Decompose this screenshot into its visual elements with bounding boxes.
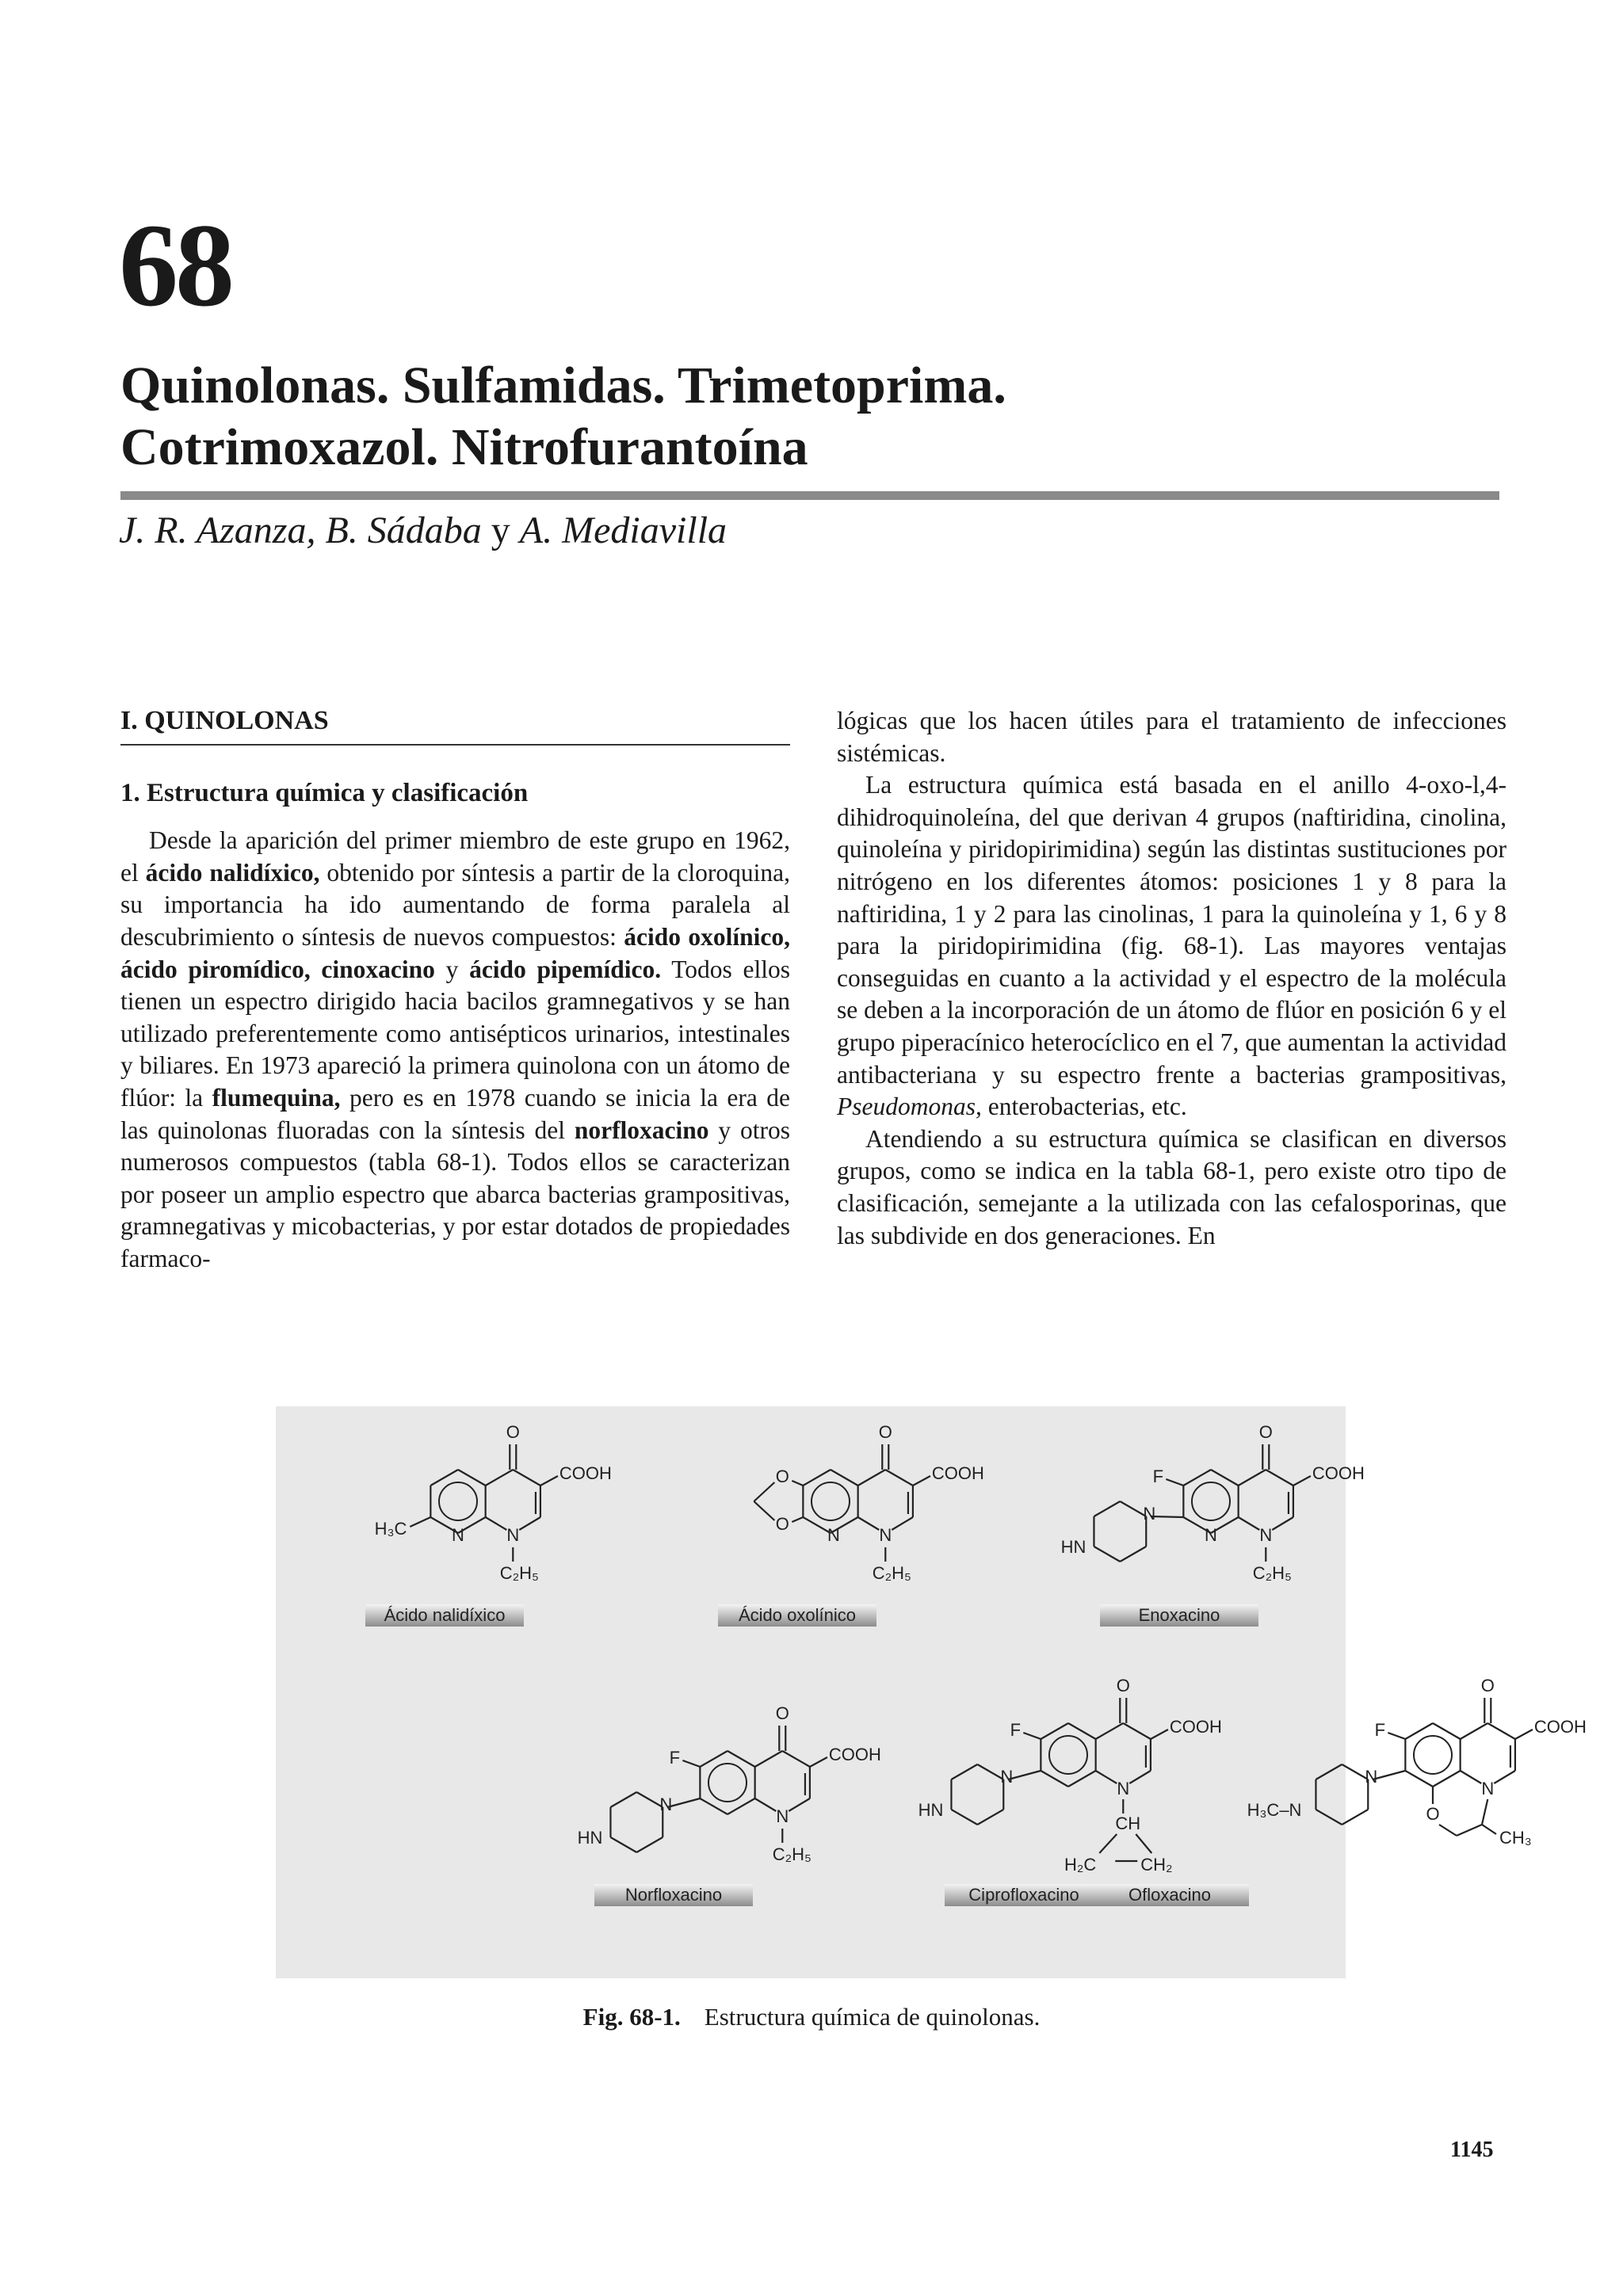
bond-line: [1094, 1501, 1120, 1516]
bond-line: [1316, 1810, 1342, 1825]
bond-line: [792, 1517, 803, 1522]
bond-line: [410, 1517, 430, 1527]
atom-label: F: [1374, 1719, 1386, 1740]
authors-conjunction: y: [481, 509, 520, 551]
atom-label: O: [775, 1513, 789, 1534]
atom-label: N: [776, 1806, 789, 1826]
section-heading: I. QUINOLONAS: [120, 705, 790, 746]
chemical-structures: [375, 1422, 1587, 1875]
paragraph: lógicas que los hacen útiles para el tratamiento de infecciones sistémicas.: [837, 707, 1507, 767]
atom-label: COOH: [931, 1463, 984, 1483]
bond-line: [1099, 1834, 1117, 1853]
bond-line: [810, 1757, 827, 1767]
atom-label: O: [775, 1703, 789, 1723]
atom-label: N: [1365, 1766, 1378, 1787]
bond-line: [486, 1517, 507, 1530]
atom-label: CH₃: [1499, 1827, 1532, 1848]
bond-line: [951, 1764, 977, 1779]
atom-label: N: [1117, 1778, 1130, 1798]
bond-line: [1461, 1723, 1488, 1739]
atom-label: H₃C: [374, 1518, 407, 1539]
right-column: [837, 705, 1507, 1252]
bond-line: [892, 1517, 913, 1530]
atom-label: COOH: [1312, 1463, 1365, 1483]
bond-line: [755, 1798, 777, 1811]
bond-line: [1129, 1771, 1151, 1783]
atom-label: N: [1000, 1766, 1014, 1787]
authors: [119, 507, 727, 555]
chapter-number: 68: [119, 200, 231, 331]
bond-line: [1373, 1771, 1405, 1779]
bond-line: [667, 1798, 700, 1807]
atom-label: COOH: [1533, 1716, 1587, 1737]
aromatic-ring: [1414, 1736, 1452, 1774]
bond-line: [1094, 1547, 1120, 1562]
structure-label: Enoxacino: [1138, 1604, 1220, 1625]
bond-line: [951, 1810, 977, 1825]
bond-line: [1096, 1771, 1117, 1783]
drug-name: ácido nalidíxico,: [145, 858, 320, 887]
bond-line: [754, 1501, 774, 1520]
chapter-title-line-2: Cotrimoxazol. Nitrofurantoína: [120, 418, 808, 476]
atom-label: HN: [577, 1827, 603, 1848]
paragraph: Atendiendo a su estructura química se clasifican en diversos grupos, como se indica en la tabla 68-1, pero existe otro tipo de clasificación, semejante a la utilizada con las cefalosporinas, que las subdivide en dos generaciones. En: [837, 1124, 1507, 1249]
atom-label: C₂H₅: [499, 1562, 539, 1583]
bond-line: [977, 1810, 1003, 1825]
bond-line: [610, 1837, 636, 1852]
atom-label: H₂C: [1064, 1854, 1097, 1875]
atom-label: COOH: [1169, 1716, 1222, 1737]
bond-line: [1515, 1730, 1533, 1739]
bond-line: [1388, 1733, 1405, 1739]
atom-label: N: [452, 1524, 464, 1545]
bond-line: [1293, 1476, 1311, 1486]
structure-label: Ácido oxolínico: [739, 1604, 856, 1625]
bond-line: [1487, 1723, 1515, 1739]
atom-label: F: [1010, 1719, 1022, 1740]
quinolone-structures-figure: [276, 1406, 1587, 1978]
atom-label: HN: [918, 1799, 944, 1820]
chapter-title-line-1: Quinolonas. Sulfamidas. Trimetoprima.: [120, 357, 1006, 414]
figure-caption: [0, 2003, 1623, 2031]
bond-line: [754, 1482, 774, 1501]
bond-line: [1120, 1547, 1146, 1562]
atom-label: O: [878, 1421, 892, 1442]
aromatic-ring: [1049, 1736, 1087, 1774]
atom-label: N: [1205, 1524, 1217, 1545]
atom-label: N: [1481, 1778, 1495, 1798]
bond-line: [1266, 1470, 1293, 1486]
bond-line: [792, 1481, 803, 1486]
figure-panel: [276, 1406, 1587, 1978]
atom-label: HN: [1060, 1536, 1086, 1557]
bond-line: [1494, 1771, 1515, 1783]
bond-line: [913, 1476, 930, 1486]
bond-line: [1457, 1825, 1482, 1836]
drug-name: norfloxacino: [574, 1116, 709, 1144]
organism-name: Pseudomonas,: [837, 1093, 982, 1121]
atom-label: C₂H₅: [872, 1562, 911, 1583]
aromatic-ring: [812, 1482, 850, 1520]
aromatic-ring: [439, 1482, 477, 1520]
atom-label: N: [659, 1794, 673, 1814]
atom-label: F: [669, 1747, 681, 1768]
chapter-title: [120, 355, 1507, 479]
bond-line: [1482, 1825, 1496, 1834]
bond-line: [1316, 1764, 1342, 1779]
figure-number: Fig. 68-1.: [582, 2003, 681, 2031]
atom-label: N: [1259, 1524, 1273, 1545]
bond-line: [1239, 1517, 1260, 1530]
bond-line: [1096, 1723, 1124, 1739]
paragraph: Desde la aparición del primer miembro de este grupo en 1962, el ácido nalidíxico, obtenido por síntesis a partir de la cloroquina, su importancia ha ido aumentando de forma paralela al descubrimiento o síntesis de nuevos compuestos: ácido oxolínico, ácido piromídico, cinoxacino y ácido pipemídico. Todos ellos tienen un espectro dirigido hacia bacilos gramnegativos y se han utilizado preferentemente como antisépticos urinarios, intestinales y biliares. En 1973 apareció la primera quinolona con un átomo de flúor: la flumequina, pero es en 1978 cuando se inicia la era de las quinolonas fluoradas con la síntesis del norfloxacino y otros numerosos compuestos (tabla 68-1). Todos ellos se caracterizan por poseer un amplio espectro que abarca bacterias grampositivas, gramnegativas y micobacterias, y por estar dotados de propiedades farmaco-: [120, 826, 791, 1272]
drug-name: ácido oxolínico, ácido piromídico, cinoxacino: [120, 922, 790, 983]
bond-line: [636, 1837, 663, 1852]
drug-name: flumequina,: [212, 1083, 341, 1112]
bond-line: [519, 1517, 540, 1530]
atom-label: C₂H₅: [1252, 1562, 1292, 1583]
atom-label: F: [1152, 1466, 1164, 1486]
drug-name: ácido pipemídico.: [469, 955, 662, 983]
structure-label: Norfloxacino: [624, 1884, 723, 1905]
bond-line: [1151, 1516, 1183, 1517]
page-number: 1145: [1450, 2138, 1494, 2162]
atom-label: O: [1426, 1803, 1440, 1824]
title-rule: [120, 491, 1499, 500]
bond-line: [1482, 1799, 1487, 1825]
bond-line: [1008, 1771, 1041, 1779]
bond-line: [1439, 1825, 1457, 1836]
bond-line: [1272, 1517, 1293, 1530]
authors-last: A. Mediavilla: [519, 509, 727, 551]
atom-label: N: [879, 1524, 892, 1545]
bond-line: [1342, 1810, 1368, 1825]
bond-line: [1166, 1479, 1183, 1486]
bond-line: [1151, 1730, 1168, 1739]
atom-label: O: [1480, 1675, 1495, 1695]
figure-caption-text: Estructura química de quinolonas.: [704, 2003, 1041, 2031]
structure-label: Ofloxacino: [1128, 1884, 1211, 1905]
atom-label: C₂H₅: [772, 1844, 812, 1864]
atom-label: N: [1143, 1503, 1156, 1524]
paragraph: La estructura química está basada en el anillo 4-oxo-l,4-dihidroquinoleína, del que derivan 4 grupos (naftiridina, cinolina, quinoleína y piridopirimidina) según las distintas sustituciones por nitrógeno en los diferentes átomos: posiciones 1 y 8 para la naftiridina, 1 y 2 para las cinolinas, 1 para la quinoleína y 1, 6 y 8 para la piridopirimidina (fig. 68-1). Las mayores ventajas conseguidas en cuanto a la actividad y el espectro de la molécula se deben a la incorporación de un átomo de flúor en posición 6 y el grupo piperacínico heterocíclico en el 7, que aumentan la actividad antibacteriana y su espectro frente a bacterias grampositivas, Pseudomonas, enterobacterias, etc.: [837, 771, 1507, 1121]
atom-label: CH: [1115, 1813, 1141, 1833]
atom-label: O: [1116, 1675, 1130, 1695]
left-column: [120, 705, 790, 1276]
bond-line: [540, 1476, 558, 1486]
authors-first: J. R. Azanza, B. Sádaba: [119, 509, 482, 551]
bond-line: [789, 1798, 810, 1811]
subsection-heading: 1. Estructura química y clasificación: [120, 778, 529, 807]
atom-label: H₃C–N: [1247, 1799, 1302, 1820]
atom-label: COOH: [828, 1744, 881, 1764]
bond-line: [682, 1760, 700, 1767]
bond-line: [1461, 1771, 1482, 1783]
bond-line: [513, 1470, 540, 1486]
bond-line: [782, 1751, 810, 1767]
atom-label: O: [775, 1466, 789, 1486]
atom-label: O: [506, 1421, 520, 1442]
atom-label: N: [506, 1524, 520, 1545]
bond-line: [1239, 1470, 1266, 1486]
atom-label: N: [827, 1524, 840, 1545]
atom-label: CH₂: [1140, 1854, 1173, 1875]
bond-line: [1123, 1723, 1151, 1739]
bond-line: [858, 1517, 880, 1530]
aromatic-ring: [1192, 1482, 1230, 1520]
bond-line: [858, 1470, 886, 1486]
bond-line: [885, 1470, 913, 1486]
bond-line: [610, 1792, 636, 1807]
structure-label: Ciprofloxacino: [968, 1884, 1079, 1905]
bond-line: [755, 1751, 783, 1767]
bond-line: [1023, 1733, 1041, 1739]
bond-line: [486, 1470, 514, 1486]
aromatic-ring: [708, 1764, 747, 1802]
structure-label: Ácido nalidíxico: [384, 1604, 506, 1625]
atom-label: COOH: [559, 1463, 612, 1483]
atom-label: O: [1258, 1421, 1273, 1442]
bond-line: [1136, 1834, 1151, 1853]
